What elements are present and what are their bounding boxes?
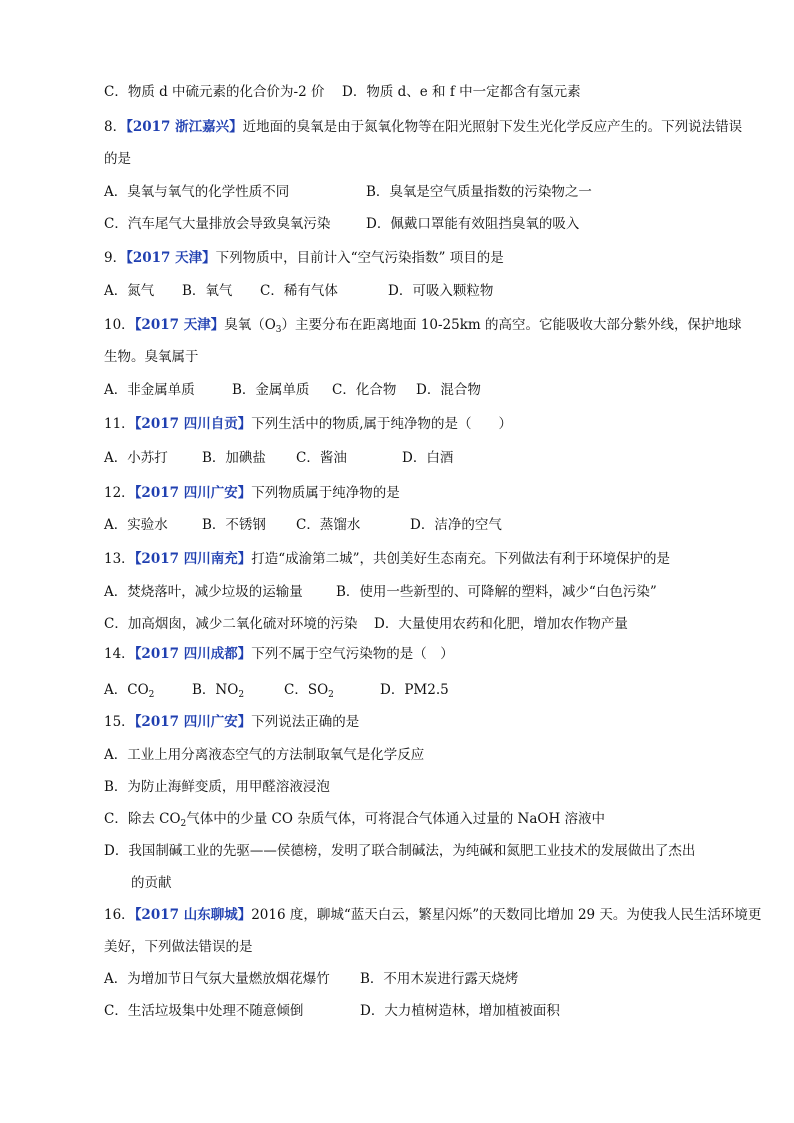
q15-option-d: D．我国制碱工业的先驱——侯德榜，发明了联合制碱法，为纯碱和氮肥工业技术的发展做出了杰出	[104, 843, 696, 859]
q11-stem	[104, 415, 512, 433]
q9-option-d: D．可吸入颗粒物	[388, 283, 494, 299]
q8-stem	[104, 118, 742, 136]
q13-options-ab	[104, 583, 657, 601]
q10-stem-cont: 生物。臭氧属于	[104, 349, 199, 365]
q12-option-b: B．不锈钢	[202, 517, 266, 533]
q15-option-d-cont: 的贡献	[131, 875, 172, 891]
q12-source-tag: 【2017 四川广安】	[134, 485, 252, 501]
q13-stem	[104, 550, 670, 568]
q7-options-cd	[104, 83, 581, 101]
q9-option-a: A．氮气	[104, 283, 155, 299]
q11-option-c: C．酱油	[296, 450, 347, 466]
q12-option-a: A．实验水	[104, 517, 168, 533]
q10-option-d: D．混合物	[416, 382, 481, 398]
q8-option-c: C．汽车尾气大量排放会导致臭氧污染	[104, 216, 331, 232]
q13-option-b: B．使用一些新型的、可降解的塑料，减少“白色污染”	[336, 584, 657, 600]
q7-option-d: D．物质 d、e 和 f 中一定都含有氢元素	[342, 84, 581, 100]
q16-option-b: B．不用木炭进行露天烧烤	[360, 971, 519, 987]
q15-stem	[104, 713, 359, 731]
q13-option-c: C．加高烟囱，减少二氧化硫对环境的污染	[104, 616, 358, 632]
q9-options	[104, 282, 493, 300]
q14-option-a-text: A．CO	[104, 682, 149, 698]
q14-option-c	[284, 681, 380, 699]
q12-options	[104, 516, 502, 534]
q15-option-c-pre: C．除去 CO	[104, 811, 181, 827]
q12-option-d: D．洁净的空气	[410, 517, 502, 533]
q16-option-a: A．为增加节日气氛大量燃放烟花爆竹	[104, 971, 330, 987]
q11-option-a: A．小苏打	[104, 450, 168, 466]
q9-stem-text: 下列物质中，目前计入“空气污染指数” 项目的是	[215, 250, 504, 266]
q11-option-b: B．加碘盐	[202, 450, 266, 466]
q10-stem	[104, 316, 742, 334]
q14-option-b-text: B．NO	[192, 682, 239, 698]
q16-stem-text: 2016 度，聊城“蓝天白云，繁星闪烁”的天数同比增加 29 天。为使我人民生活环境更	[251, 907, 762, 923]
q12-number: 12．	[104, 485, 135, 501]
q10-option-c: C．化合物	[332, 382, 397, 398]
q8-options-ab	[104, 183, 592, 201]
q11-options	[104, 449, 453, 467]
q15-option-a: A．工业上用分离液态空气的方法制取氧气是化学反应	[104, 747, 425, 763]
q14-option-a	[104, 681, 192, 699]
q14-option-a-sub: 2	[148, 690, 155, 700]
q16-stem-cont: 美好，下列做法错误的是	[104, 939, 253, 955]
q16-options-cd	[104, 1002, 560, 1020]
q10-stem-sub: 3	[275, 325, 282, 335]
q15-option-c	[104, 810, 605, 828]
q8-source-tag: 【2017 浙江嘉兴】	[126, 119, 243, 135]
q8-stem-text: 近地面的臭氧是由于氮氧化物等在阳光照射下发生光化学反应产生的。下列说法错误	[242, 119, 743, 135]
q10-option-b: B．金属单质	[232, 382, 310, 398]
q8-option-d: D．佩戴口罩能有效阻挡臭氧的吸入	[366, 216, 580, 232]
q9-stem	[104, 249, 504, 267]
q9-option-b: B．氧气	[182, 283, 233, 299]
q9-number: 9．	[104, 250, 127, 266]
q8-number: 8．	[104, 119, 127, 135]
q15-option-c-sub: 2	[180, 819, 187, 829]
q14-option-b-sub: 2	[238, 690, 245, 700]
q14-source-tag: 【2017 四川成都】	[134, 646, 252, 662]
q13-options-cd	[104, 615, 628, 633]
q13-option-d: D．大量使用农药和化肥，增加农作物产量	[374, 616, 628, 632]
q16-stem	[104, 906, 761, 924]
q11-number: 11．	[104, 416, 135, 432]
q11-option-d: D．白酒	[402, 450, 454, 466]
q13-option-a: A．焚烧落叶，减少垃圾的运输量	[104, 584, 303, 600]
q15-option-b: B．为防止海鲜变质，用甲醛溶液浸泡	[104, 779, 330, 795]
q15-source-tag: 【2017 四川广安】	[134, 714, 252, 730]
q15-stem-text: 下列说法正确的是	[251, 714, 360, 730]
q11-stem-text: 下列生活中的物质,属于纯净物的是（ ）	[251, 416, 513, 432]
q15-option-c-post: 气体中的少量 CO 杂质气体，可将混合气体通入过量的 NaOH 溶液中	[186, 811, 606, 827]
q8-stem-cont: 的是	[104, 151, 131, 167]
q16-number: 16．	[104, 907, 135, 923]
q12-option-c: C．蒸馏水	[296, 517, 361, 533]
q14-option-c-sub: 2	[328, 690, 334, 700]
q13-stem-text: 打造“成渝第二城”，共创美好生态南充。下列做法有利于环境保护的是	[251, 551, 671, 567]
q15-number: 15．	[104, 714, 135, 730]
q10-options	[104, 381, 481, 399]
q9-option-c: C．稀有气体	[260, 283, 338, 299]
q16-options-ab	[104, 970, 518, 988]
q8-option-a: A．臭氧与氧气的化学性质不同	[104, 184, 290, 200]
q16-option-c: C．生活垃圾集中处理不随意倾倒	[104, 1003, 304, 1019]
q14-options	[104, 681, 449, 699]
q14-stem-text: 下列不属于空气污染物的是（ ）	[251, 646, 454, 662]
q11-source-tag: 【2017 四川自贡】	[134, 416, 252, 432]
q10-number: 10．	[104, 317, 135, 333]
q9-source-tag: 【2017 天津】	[126, 250, 216, 266]
q14-option-c-text: C．SO	[284, 682, 329, 698]
q12-stem	[104, 484, 400, 502]
q14-option-d: D．PM2.5	[380, 682, 449, 698]
q13-number: 13．	[104, 551, 135, 567]
q12-stem-text: 下列物质属于纯净物的是	[251, 485, 400, 501]
q10-stem-pre: 臭氧（O	[224, 317, 276, 333]
q10-source-tag: 【2017 天津】	[134, 317, 225, 333]
q14-option-b	[192, 681, 284, 699]
q16-option-d: D．大力植树造林，增加植被面积	[360, 1003, 560, 1019]
q10-option-a: A．非金属单质	[104, 382, 195, 398]
q14-stem	[104, 645, 454, 663]
q10-stem-post: ）主要分布在距离地面 10-25km 的高空。它能吸收大部分紫外线，保护地球	[281, 317, 742, 333]
q13-source-tag: 【2017 四川南充】	[134, 551, 252, 567]
q16-source-tag: 【2017 山东聊城】	[134, 907, 252, 923]
q8-options-cd	[104, 215, 579, 233]
q14-number: 14．	[104, 646, 135, 662]
q8-option-b: B．臭氧是空气质量指数的污染物之一	[366, 184, 592, 200]
q7-option-c: C．物质 d 中硫元素的化合价为-2 价	[104, 84, 325, 100]
